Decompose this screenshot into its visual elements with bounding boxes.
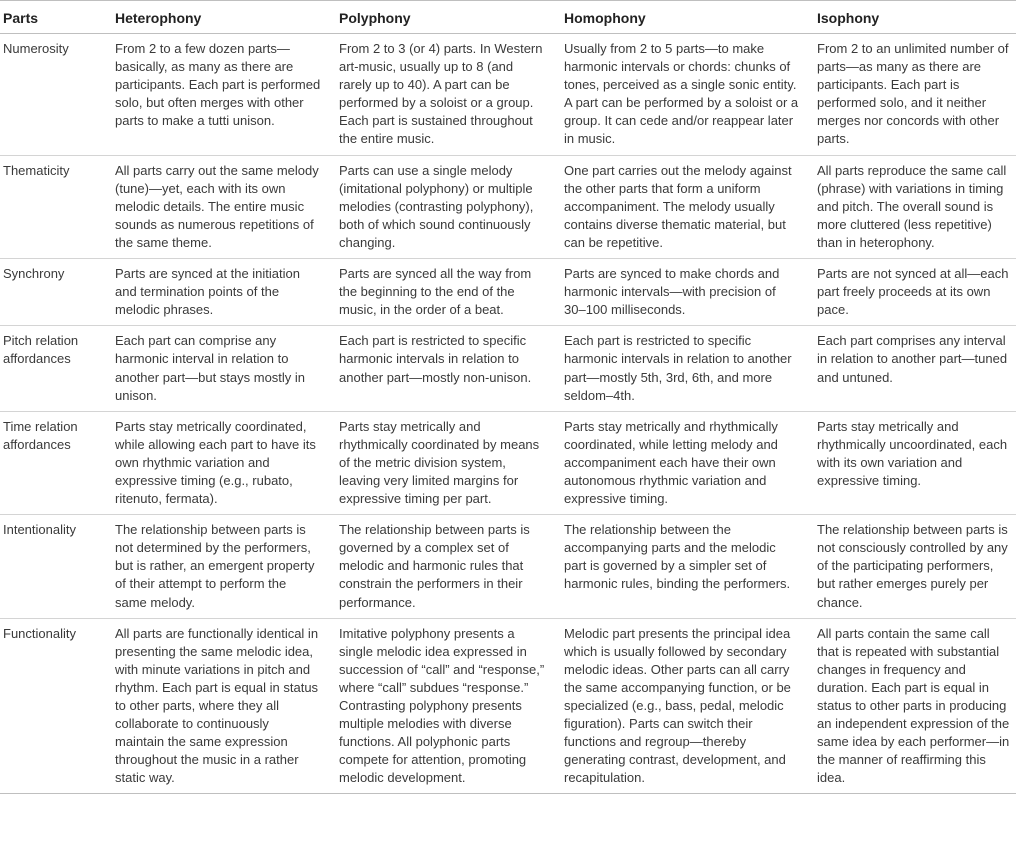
table-cell: The relationship between parts is governed by a complex set of melodic and harmonic rules that constrain the performers in their performance. (327, 515, 552, 618)
table-cell: The relationship between the accompanying parts and the melodic part is governed by a simpler set of harmonic rules, binding the performers. (552, 515, 805, 618)
table-cell: Each part is restricted to specific harmonic intervals in relation to another part—mostly 5th, 3rd, 6th, and more seldom–4th. (552, 326, 805, 411)
table-cell: Usually from 2 to 5 parts—to make harmonic intervals or chords: chunks of tones, perceived as a single sonic entity. A part can be performed by a soloist or a group. It can cede and/or reappear later in music. (552, 34, 805, 156)
row-label: Numerosity (0, 34, 103, 156)
header-row (0, 1, 1016, 34)
table-cell: Each part comprises any interval in relation to another part—tuned and untuned. (805, 326, 1016, 411)
table-cell: All parts carry out the same melody (tune)—yet, each with its own melodic details. The entire music sounds as numerous repetitions of the same theme. (103, 155, 327, 258)
row-label: Functionality (0, 618, 103, 794)
row-label: Synchrony (0, 259, 103, 326)
table-cell: One part carries out the melody against the other parts that form a uniform accompaniment. The melody usually contains diverse thematic material, but can be repetitive. (552, 155, 805, 258)
table-cell: Parts are synced all the way from the beginning to the end of the music, in the order of a beat. (327, 259, 552, 326)
table-cell: From 2 to a few dozen parts—basically, as many as there are participants. Each part is performed solo, but often merges with other parts to make a tutti unison. (103, 34, 327, 156)
table-row (0, 34, 1016, 156)
table-cell: Each part can comprise any harmonic interval in relation to another part—but stays mostly in unison. (103, 326, 327, 411)
table-cell: Parts stay metrically and rhythmically coordinated, while letting melody and accompaniment each have their own autonomous rhythmic variation and expressive timing. (552, 411, 805, 514)
table-cell: Melodic part presents the principal idea which is usually followed by secondary melodic ideas. Other parts can all carry the same accompanying function, or be specialized (e.g., bass, pedal, melodic figuration). Parts can switch their functions and regroup—thereby generating contrast, development, and recapitulation. (552, 618, 805, 794)
table-cell: Parts are synced at the initiation and termination points of the melodic phrases. (103, 259, 327, 326)
table-cell: From 2 to an unlimited number of parts—as many as there are participants. Each part is performed solo, and it neither merges nor concords with other parts. (805, 34, 1016, 156)
table-cell: From 2 to 3 (or 4) parts. In Western art-music, usually up to 8 (and rarely up to 40). A part can be performed by a soloist or a group. Each part is sustained throughout the entire music. (327, 34, 552, 156)
row-label: Time relation affordances (0, 411, 103, 514)
table-cell: All parts contain the same call that is repeated with substantial changes in frequency and duration. Each part is equal in status to other parts in producing an independent expression of the same idea by each performer—in the manner of reaffirming this idea. (805, 618, 1016, 794)
header-isophony: Isophony (805, 1, 1016, 34)
header-heterophony: Heterophony (103, 1, 327, 34)
table-row (0, 326, 1016, 411)
header-polyphony: Polyphony (327, 1, 552, 34)
table-body (0, 34, 1016, 794)
table-row (0, 618, 1016, 794)
header-parts: Parts (0, 1, 103, 34)
table-cell: Parts are synced to make chords and harmonic intervals—with precision of 30–100 milliseconds. (552, 259, 805, 326)
table-cell: Parts stay metrically and rhythmically uncoordinated, each with its own variation and expressive timing. (805, 411, 1016, 514)
table-header (0, 1, 1016, 34)
table-cell: Imitative polyphony presents a single melodic idea expressed in succession of “call” and “response,” where “call” subdues “response.” Contrasting polyphony presents multiple melodies with diverse functions. All polyphonic parts compete for attention, promoting melodic development. (327, 618, 552, 794)
header-homophony: Homophony (552, 1, 805, 34)
table-row (0, 259, 1016, 326)
table-row (0, 411, 1016, 514)
table-cell: Parts stay metrically and rhythmically coordinated by means of the metric division system, leaving very limited margins for expressive timing per part. (327, 411, 552, 514)
table-cell: Parts stay metrically coordinated, while allowing each part to have its own rhythmic variation and expressive timing (e.g., rubato, ritenuto, fermata). (103, 411, 327, 514)
table-cell: The relationship between parts is not consciously controlled by any of the participating performers, but rather emerges purely per chance. (805, 515, 1016, 618)
table-row (0, 515, 1016, 618)
row-label: Thematicity (0, 155, 103, 258)
table-cell: All parts reproduce the same call (phrase) with variations in timing and pitch. The overall sound is more cluttered (less repetitive) than in heterophony. (805, 155, 1016, 258)
table-cell: Parts are not synced at all—each part freely proceeds at its own pace. (805, 259, 1016, 326)
table-cell: The relationship between parts is not determined by the performers, but is rather, an emergent property of their attempt to perform the same melody. (103, 515, 327, 618)
table-cell: Parts can use a single melody (imitational polyphony) or multiple melodies (contrasting polyphony), both of which sound continuously changing. (327, 155, 552, 258)
table-cell: Each part is restricted to specific harmonic intervals in relation to another part—mostly non-unison. (327, 326, 552, 411)
row-label: Pitch relation affordances (0, 326, 103, 411)
row-label: Intentionality (0, 515, 103, 618)
table-cell: All parts are functionally identical in presenting the same melodic idea, with minute variations in pitch and rhythm. Each part is equal in status to other parts, where they all collaborate to continuously maintain the same expression throughout the music in a rather static way. (103, 618, 327, 794)
table-row (0, 155, 1016, 258)
